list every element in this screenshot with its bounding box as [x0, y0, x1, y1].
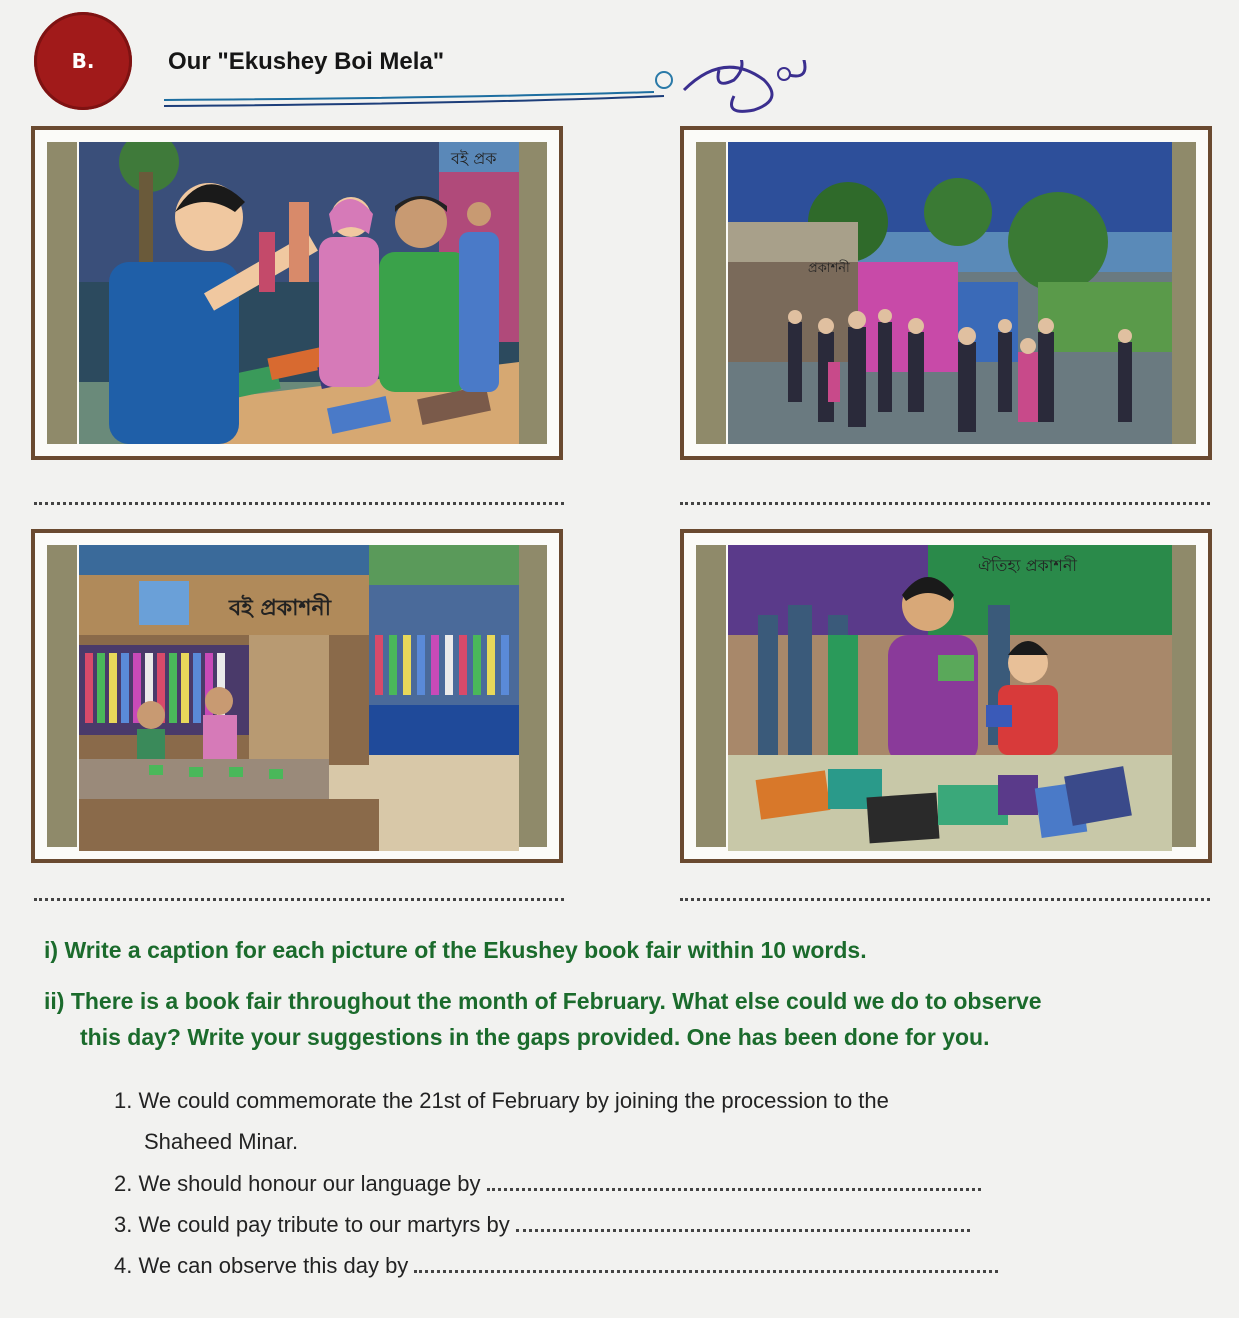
book-stall-sellers-illustration	[79, 545, 519, 851]
suggestion-2	[114, 1170, 981, 1197]
frame-side-right	[517, 142, 547, 444]
stall-sign: বই প্রকাশনী	[229, 596, 331, 621]
stall-sign: ঐতিহ্য প্রকাশনী	[978, 556, 1077, 575]
stall-sign: বই প্রক	[451, 149, 497, 168]
caption-line-2[interactable]	[680, 502, 1210, 505]
suggestion-3-text: 3. We could pay tribute to our martyrs by	[114, 1212, 510, 1237]
woman-reading-illustration	[728, 545, 1172, 851]
picture-4-frame	[680, 529, 1212, 863]
question-2-line-1: ii) There is a book fair throughout the month of February. What else could we do to observe	[44, 988, 1042, 1014]
section-title: Our "Ekushey Boi Mela"	[168, 48, 445, 75]
title-underline-decoration	[164, 60, 814, 120]
picture-1-frame	[31, 126, 563, 460]
caption-line-4[interactable]	[680, 898, 1210, 901]
picture-3-frame	[31, 529, 563, 863]
caption-line-3[interactable]	[34, 898, 564, 901]
suggestion-1-line-2: Shaheed Minar.	[144, 1129, 299, 1154]
suggestion-4	[114, 1252, 998, 1279]
suggestion-3	[114, 1211, 970, 1238]
suggestion-1-line-1: 1. We could commemorate the 21st of February by joining the procession to the	[114, 1088, 889, 1113]
suggestion-4-blank[interactable]	[414, 1252, 998, 1273]
question-1: i) Write a caption for each picture of the Ekushey book fair within 10 words.	[44, 937, 867, 963]
book-stall-buyer-illustration	[79, 142, 519, 444]
frame-side-left	[47, 142, 77, 444]
stall-sign: প্রকাশনী	[808, 261, 850, 276]
suggestion-4-text: 4. We can observe this day by	[114, 1253, 409, 1278]
frame-side-left	[47, 545, 77, 847]
question-2-line-2: this day? Write your suggestions in the gaps provided. One has been done for you.	[80, 1024, 990, 1050]
section-badge: B.	[34, 12, 132, 110]
picture-2-frame	[680, 126, 1212, 460]
suggestion-3-blank[interactable]	[516, 1211, 970, 1232]
frame-side-left	[696, 545, 726, 847]
suggestion-2-text: 2. We should honour our language by	[114, 1171, 481, 1196]
suggestion-2-blank[interactable]	[487, 1170, 981, 1191]
crowded-fair-illustration	[728, 142, 1172, 444]
frame-side-right	[517, 545, 547, 847]
frame-side-left	[696, 142, 726, 444]
caption-line-1[interactable]	[34, 502, 564, 505]
